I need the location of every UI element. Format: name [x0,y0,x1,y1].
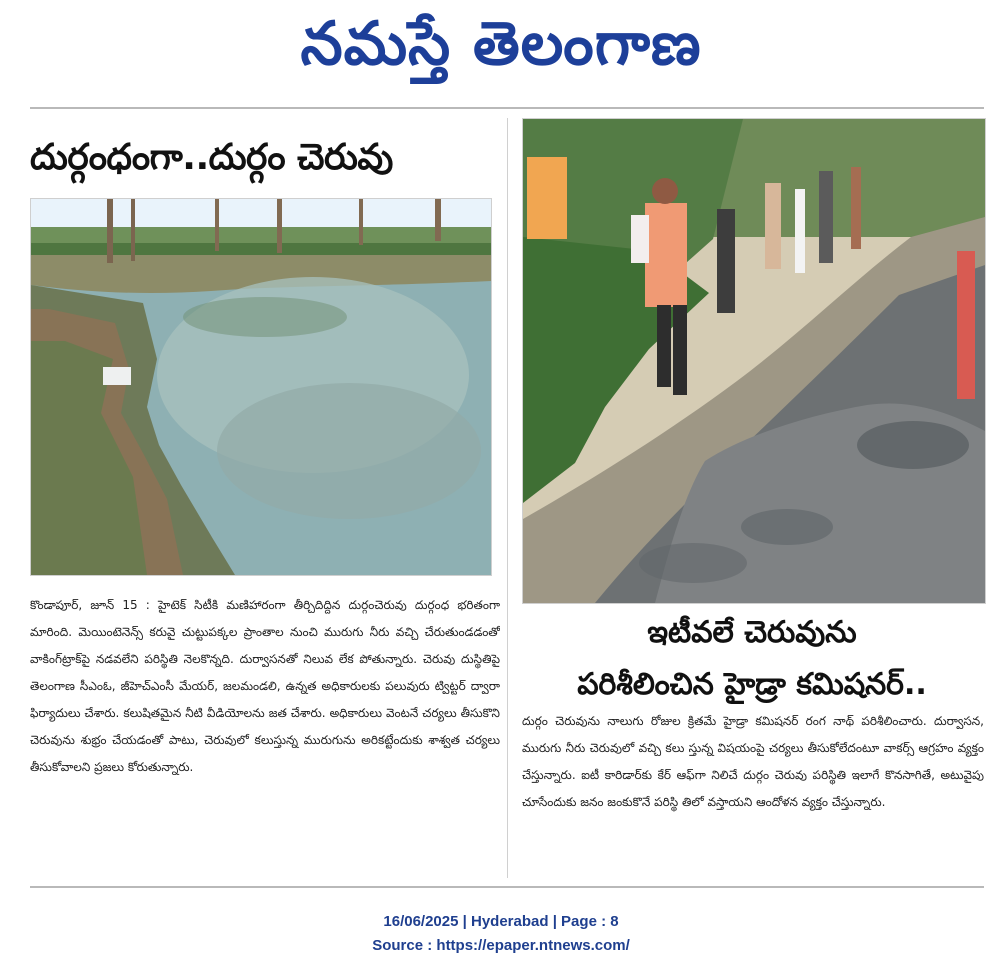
main-story-body: కొండాపూర్, జూన్ 15 : హైటెక్ సిటీకి మణిహారంగా తీర్చిదిద్దిన దుర్గంచెరువు దుర్గంధ భరితంగా మారింది. మెయింటెనెన్స్ కరువై చుట్టుపక్కల ప్రాంతాల నుంచి మురుగు నీరు వచ్చి చేరుతుండడంతో వాకింగ్‌ట్రాక్‌పై నడవలేని పరిస్థితి నెలకొన్నది. దుర్వాసనతో నిలువ లేక పోతున్నారు. చెరువు దుస్థితిపై తెలంగాణ సీఎంఓ, జీహెచ్‌ఎంసీ మేయర్, జలమండలి, ఉన్నత అధికారులకు పలువురు ట్విట్టర్ ద్వారా ఫిర్యాదులు చేశారు. కలుషితమైన నీటి వీడియోలను జత చేశారు. అధికారులు వెంటనే చర్యలు తీసుకొని చెరువును శుభ్రం చేయడంతో పాటు, చెరువులో కలుస్తున్న మురుగును అరికట్టేందుకు శాశ్వత చర్యలు తీసుకోవాలని ప్రజలు కోరుతున్నారు. [30,598,500,774]
newspaper-title: నమస్తే తెలంగాణ [300,9,702,79]
side-headline-line2: పరిశీలించిన హైడ్రా కమిషనర్.. [577,667,927,702]
side-story-body: దుర్గం చెరువును నాలుగు రోజుల క్రితమే హైడ్రా కమిషనర్ రంగ నాథ్ పరిశీలించారు. దుర్వాసన, మురుగు నీరు చెరువులో వచ్చి కలు స్తున్న విషయంపై చర్యలు తీసుకోలేదంటూ వాకర్స్ ఆగ్రహం వ్యక్తం చేస్తున్నారు. ఐటీ కారిడార్‌కు కేర్ ఆఫ్‌గా నిలిచే దుర్గం చెరువు పరిస్థితి ఇలాగే కొనసాగితే, అటువైపు చూసేందుకు జనం జంకుకొనే పరిస్థి తిలో వస్తాయని ఆందోళన వ్యక్తం చేస్తున్నారు. [522,714,984,809]
top-divider [30,107,984,109]
column-divider [507,118,508,878]
lake-photo-illustration [31,199,491,575]
walking-track-photo [522,118,986,604]
bottom-divider [30,886,984,888]
walking-track-photo-illustration [523,119,985,603]
masthead [0,0,1002,100]
footer-meta: 16/06/2025 | Hyderabad | Page : 8 [383,913,619,930]
side-headline-line1: ఇటీవలే చెరువును [647,615,857,650]
main-headline: దుర్గంధంగా..దుర్గం చెరువు [30,137,393,178]
footer-source: Source : https://epaper.ntnews.com/ [372,937,630,954]
lake-photo [30,198,492,576]
